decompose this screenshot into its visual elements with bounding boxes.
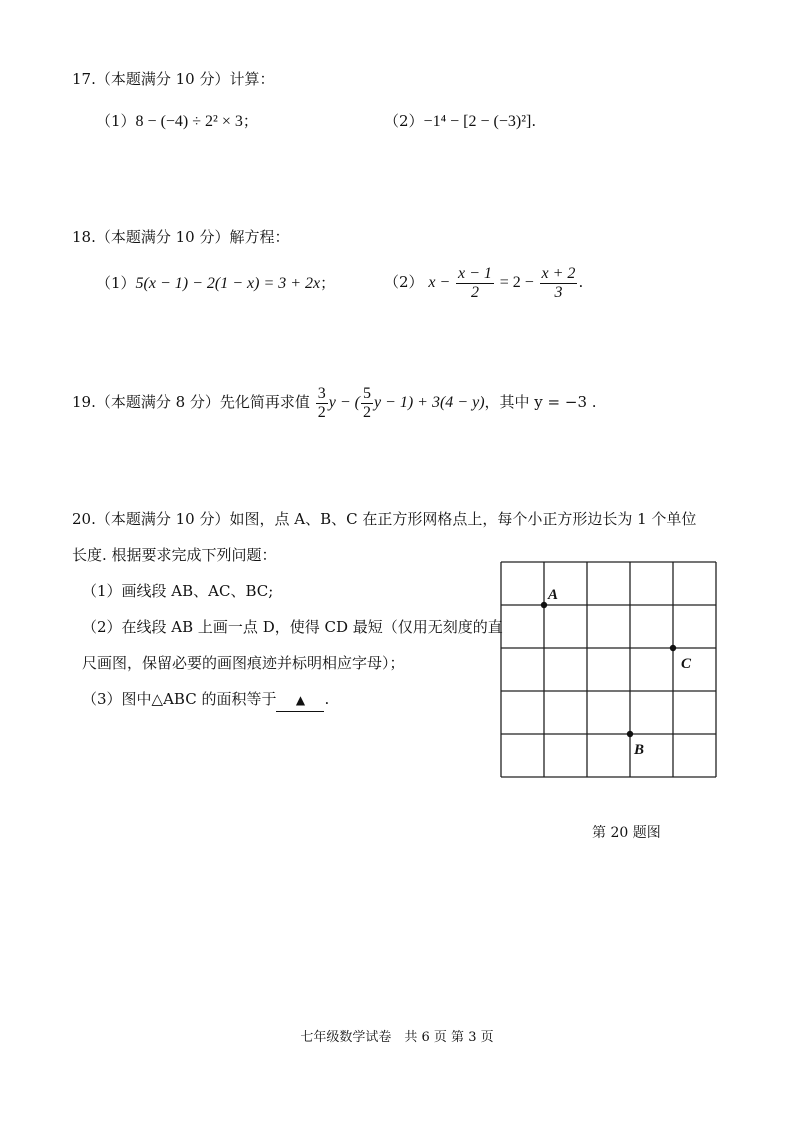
q19-tail: ，其中 y = −3 . [484, 393, 597, 411]
q17-part1-expr: 8 − (−4) ÷ 2² × 3 [135, 113, 243, 130]
q20-line1: 20.（本题满分 10 分）如图，点 A、B、C 在正方形网格点上，每个小正方形边长为 1 个单位 [72, 510, 697, 528]
q17-part1 [96, 110, 258, 133]
page-footer: 七年级数学试卷 共 6 页 第 3 页 [300, 1030, 494, 1045]
q17-part2-label: （2） [384, 112, 424, 130]
grid-point-c [670, 645, 676, 651]
q20-answer-blank[interactable]: ▲ [276, 689, 324, 712]
q19-expr-part1: y − ( [328, 394, 360, 411]
q19-fraction-1 [316, 385, 328, 422]
q18-part1-label: （1） [96, 274, 136, 292]
q20-item1: （1）画线段 AB、AC、BC; [82, 582, 274, 600]
q18-part1-expr: 5(x − 1) − 2(1 − x) = 3 + 2x [135, 275, 321, 292]
q18-fraction-1-denominator: 2 [470, 283, 479, 301]
q19-fraction-1-numerator: 3 [317, 384, 326, 402]
grid-point-label-c: C [681, 656, 692, 672]
q17-part2 [384, 110, 536, 133]
q17-part1-end: ； [242, 112, 258, 130]
q20-line2: 长度. 根据要求完成下列问题： [72, 546, 277, 564]
q20-figure-caption: 第 20 题图 [592, 825, 661, 841]
q20-item2b: 尺画图，保留必要的画图痕迹并标明相应字母）； [82, 654, 405, 672]
q20-item3 [82, 688, 329, 712]
grid-point-a [541, 602, 547, 608]
q19-expr-part2: y − 1) + 3(4 − y) [373, 394, 485, 411]
q18-fraction-1 [456, 265, 494, 302]
q18-part2-x: x − [428, 274, 451, 291]
q20-item2a: （2）在线段 AB 上画一点 D，使得 CD 最短（仅用无刻度的直 [82, 618, 503, 636]
q18-part2-mid: = 2 − [499, 274, 534, 291]
q18-part1 [96, 272, 335, 295]
q19-fraction-2-numerator: 5 [362, 384, 371, 402]
grid-point-label-b: B [634, 742, 645, 758]
q18-part1-end: ； [320, 274, 336, 292]
q20-item3-end: . [324, 690, 330, 708]
grid-point-label-a: A [548, 587, 559, 603]
q20-grid-figure [498, 560, 718, 800]
q18-heading: 18.（本题满分 10 分）解方程： [72, 228, 290, 246]
q19-line [72, 380, 597, 425]
q18-fraction-2 [540, 265, 578, 302]
q20-item3-text: （3）图中△ABC 的面积等于 [82, 690, 277, 708]
q19-fraction-1-denominator: 2 [317, 403, 326, 421]
q18-part2-end: . [578, 273, 584, 291]
q18-part2 [384, 260, 583, 305]
q19-fraction-2 [361, 385, 373, 422]
q19-heading: 19.（本题满分 8 分）先化简再求值 [72, 393, 310, 411]
q17-part1-label: （1） [96, 112, 136, 130]
q18-fraction-1-numerator: x − 1 [458, 264, 492, 282]
q18-fraction-2-numerator: x + 2 [541, 264, 576, 282]
grid-point-b [627, 731, 633, 737]
q17-part2-expr: −1⁴ − [2 − (−3)²] [423, 113, 532, 130]
q17-part2-end: . [531, 112, 537, 130]
q18-part2-label: （2） [384, 273, 424, 291]
q17-heading: 17.（本题满分 10 分）计算： [72, 70, 275, 88]
q19-fraction-2-denominator: 2 [362, 403, 371, 421]
q18-fraction-2-denominator: 3 [554, 283, 563, 301]
